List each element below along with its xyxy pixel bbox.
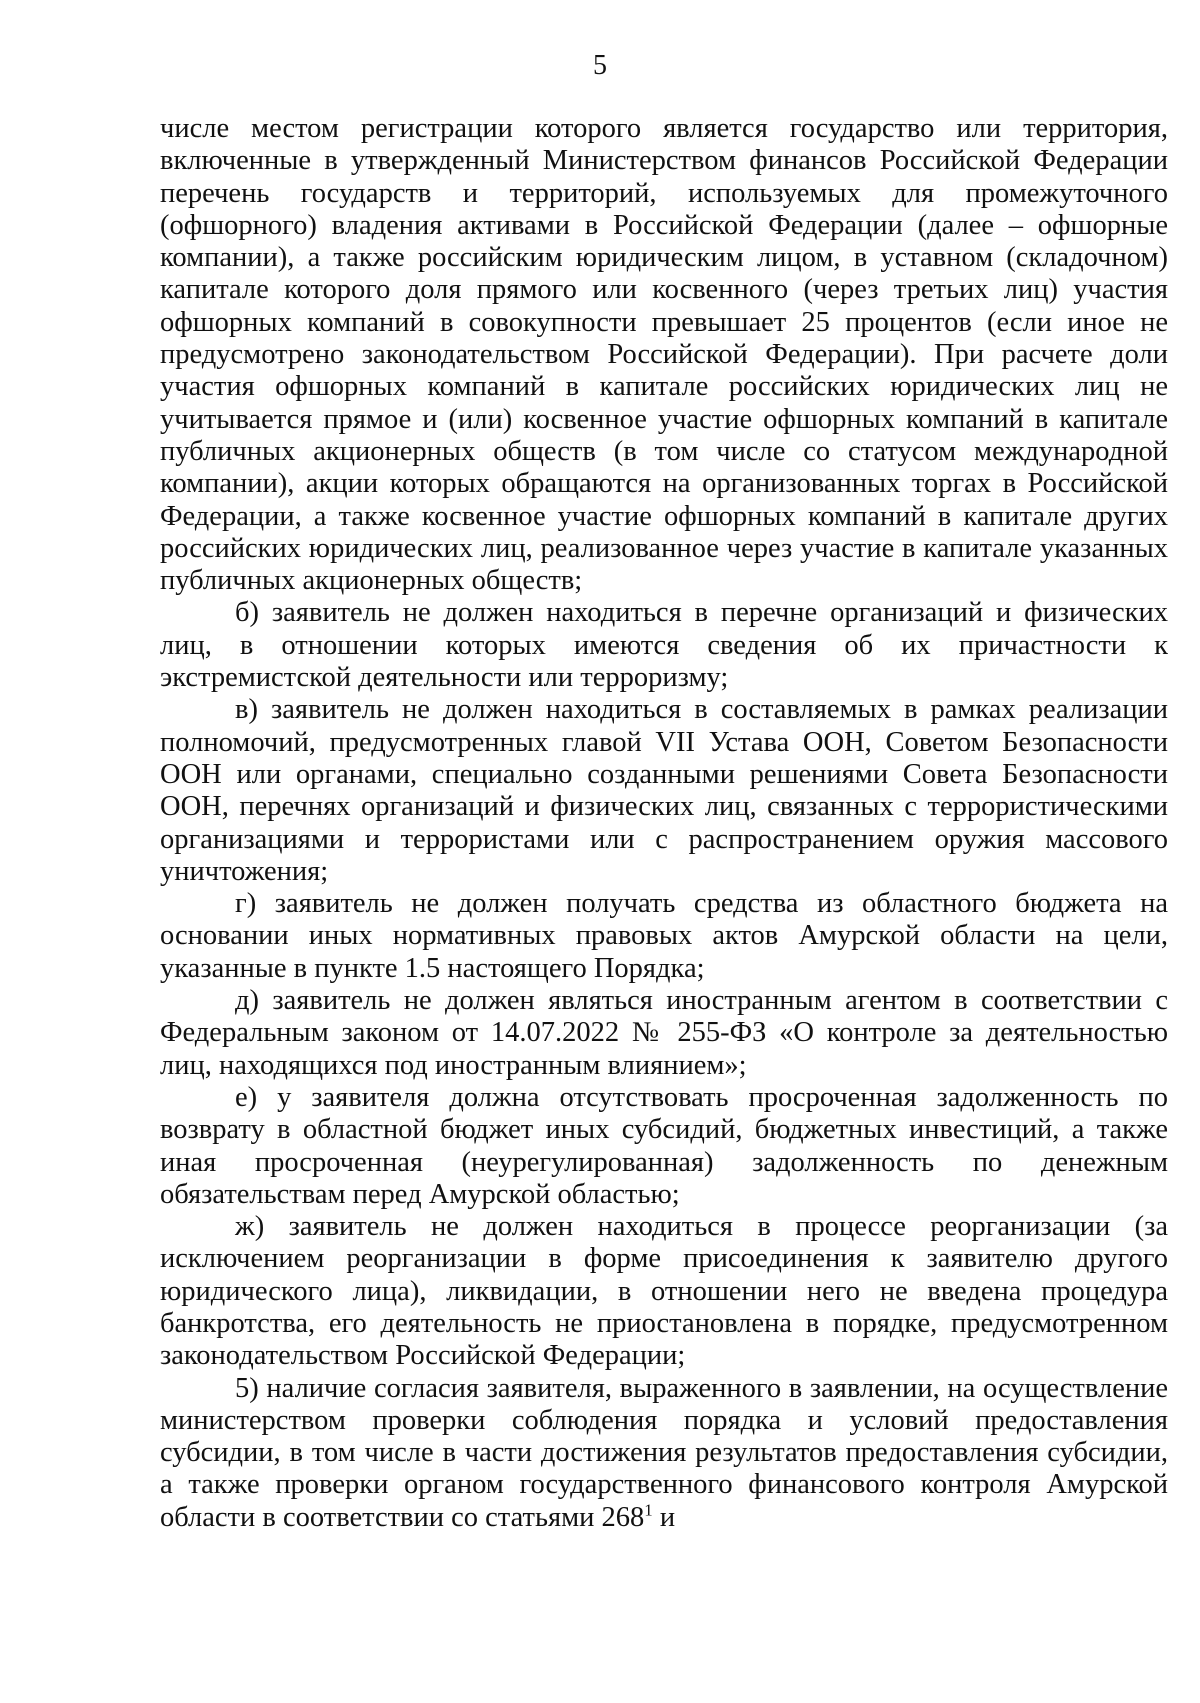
document-body bbox=[160, 113, 1168, 1534]
paragraph-5 bbox=[160, 1373, 1168, 1534]
paragraph-5-tail: и bbox=[652, 1501, 676, 1533]
paragraph-b: б) заявитель не должен находиться в перечне организаций и физических лиц, в отношении которых имеются сведения об их причастности к экстремистской деятельности или терроризму; bbox=[160, 597, 1168, 694]
paragraph-e: е) у заявителя должна отсутствовать просроченная задолженность по возврату в областной бюджет иных субсидий, бюджетных инвестиций, а также иная просроченная (неурегулированная) задолженность по денежным обязательствам перед Амурской областью; bbox=[160, 1081, 1168, 1210]
paragraph-5-text: 5) наличие согласия заявителя, выраженного в заявлении, на осуществление министерством проверки соблюдения порядка и условий предоставления субсидии, в том числе в части достижения результатов предоставления субсидии, а также проверки органом государственного финансового контроля Амурской области в соответствии со статьями 268 bbox=[160, 1372, 1168, 1533]
paragraph-d: д) заявитель не должен являться иностранным агентом в соответствии с Федеральным законом от 14.07.2022 № 255-ФЗ «О контроле за деятельностью лиц, находящихся под иностранным влиянием»; bbox=[160, 985, 1168, 1081]
page-number: 5 bbox=[593, 50, 607, 81]
paragraph-v: в) заявитель не должен находиться в составляемых в рамках реализации полномочий, предусмотренных главой VII Устава ООН, Советом Безопасности ООН или органами, специально созданными решениями Совета Безопасности ООН, перечнях организаций и физических лиц, связанных с террористическими организациями и террористами или с распространением оружия массового уничтожения; bbox=[160, 694, 1168, 887]
paragraph-zh: ж) заявитель не должен находиться в процессе реорганизации (за исключением реорганизации в форме присоединения к заявителю другого юридического лица), ликвидации, в отношении него не введена процедура банкротства, его деятельность не приостановлена в порядке, предусмотренном законодательством Российской Федерации; bbox=[160, 1211, 1168, 1372]
paragraph-g: г) заявитель не должен получать средства из областного бюджета на основании иных нормативных правовых актов Амурской области на цели, указанные в пункте 1.5 настоящего Порядка; bbox=[160, 888, 1168, 984]
paragraph-offshore-continuation: числе местом регистрации которого является государство или территория, включенные в утвержденный Министерством финансов Российской Федерации перечень государств и территорий, используемых для промежуточного (офшорного) владения активами в Российской Федерации (далее – офшорные компании), а также российским юридическим лицом, в уставном (складочном) капитале которого доля прямого или косвенного (через третьих лиц) участия офшорных компаний в совокупности превышает 25 процентов (если иное не предусмотрено законодательством Российской Федерации). При расчете доли участия офшорных компаний в капитале российских юридических лиц не учитывается прямое и (или) косвенное участие офшорных компаний в капитале публичных акционерных обществ (в том числе со статусом международной компании), акции которых обращаются на организованных торгах в Российской Федерации, а также косвенное участие офшорных компаний в капитале других российских юридических лиц, реализованное через участие в капитале указанных публичных акционерных обществ; bbox=[160, 113, 1168, 597]
article-superscript: 1 bbox=[644, 1500, 653, 1520]
